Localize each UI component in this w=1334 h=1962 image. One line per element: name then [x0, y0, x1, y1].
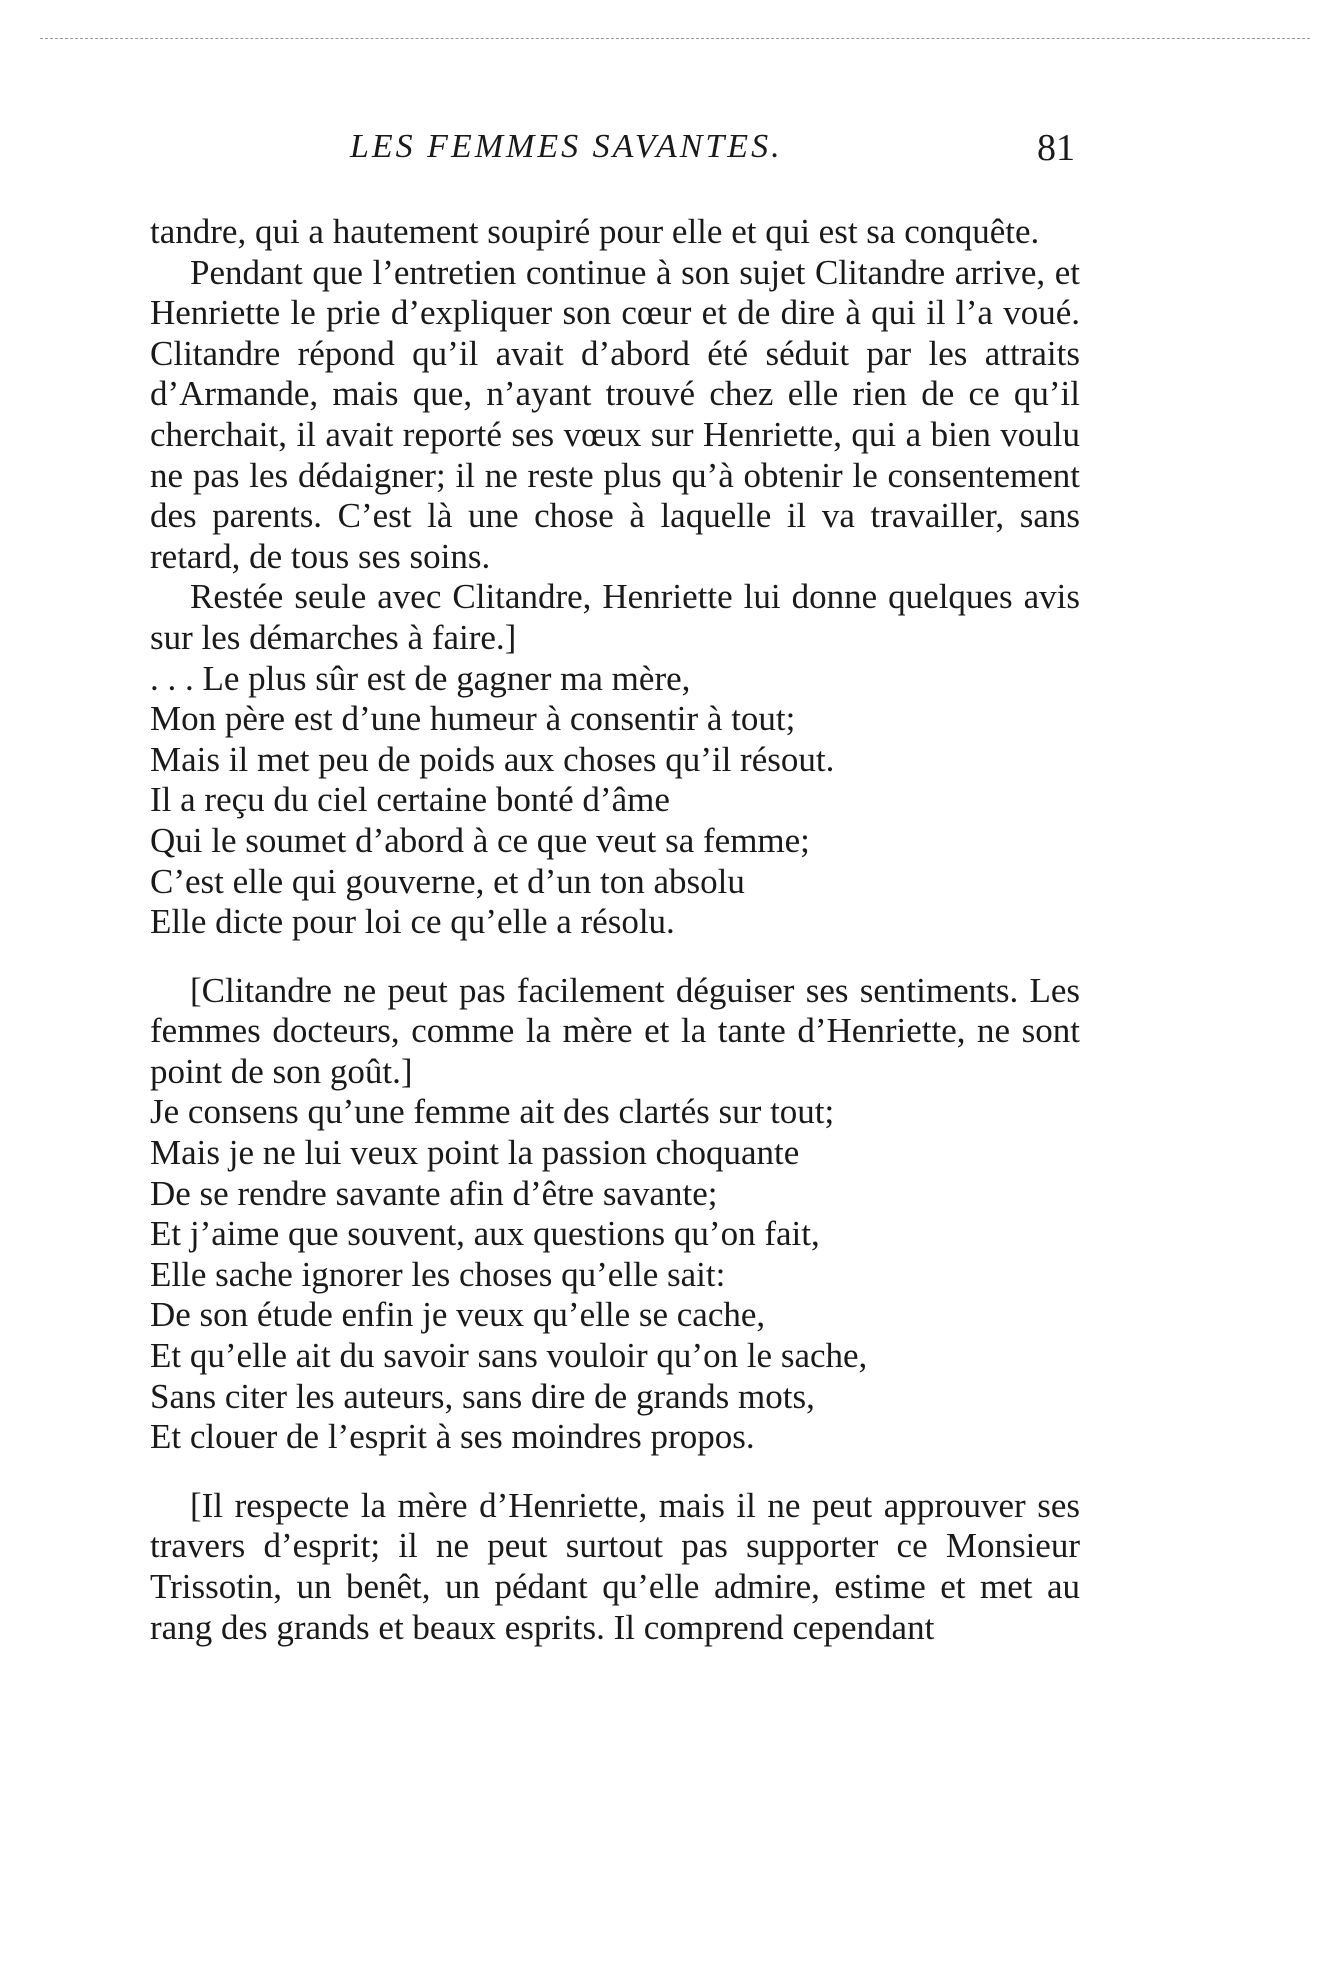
spacer: [150, 1458, 1080, 1486]
verse-line: Je consens qu’une femme ait des clartés sur tout;: [150, 1092, 835, 1132]
verse-line: Et j’aime que souvent, aux questions qu’on fait,: [150, 1214, 820, 1254]
paragraph-2: Pendant que l’entretien continue à son sujet Clitandre arrive, et Henriette le prie d’expliquer son cœur et de dire à qui il l’a voué. Clitandre répond qu’il avait d’abord été séduit par les attraits d’Armande, mais que, n’ayant trouvé chez elle rien de ce qu’il cherchait, il avait reporté ses vœux sur Henriette, qui a bien voulu ne pas les dédaigner; il ne reste plus qu’à obtenir le consentement des parents. C’est là une chose à laquelle il va travailler, sans retard, de tous ses soins.: [150, 252, 1080, 576]
verse-line: Il a reçu du ciel certaine bonté d’âme: [150, 780, 670, 820]
paragraph-1: tandre, qui a hautement soupiré pour elle et qui est sa conquête.: [150, 212, 1040, 251]
verse-block-1: [150, 659, 1080, 943]
running-head: [150, 128, 1075, 178]
verse-line: De se rendre savante afin d’être savante;: [150, 1173, 718, 1213]
verse-line: Mais je ne lui veux point la passion choquante: [150, 1133, 800, 1173]
verse-line: Mais il met peu de poids aux choses qu’il résout.: [150, 739, 835, 779]
verse-line: Et qu’elle ait du savoir sans vouloir qu’on le sache,: [150, 1336, 868, 1376]
verse-line: Qui le soumet d’abord à ce que veut sa femme;: [150, 820, 810, 860]
paragraph-5: [Il respecte la mère d’Henriette, mais il ne peut approuver ses travers d’esprit; il ne peut surtout pas supporter ce Monsieur Trissotin, un benêt, un pédant qu’elle admire, estime et met au rang des grands et beaux esprits. Il comprend cependant: [150, 1485, 1080, 1647]
top-rule: [40, 38, 1310, 39]
paragraph-3: Restée seule avec Clitandre, Henriette lui donne quelques avis sur les démarches à faire.]: [150, 577, 1080, 657]
running-title: LES FEMMES SAVANTES.: [350, 128, 783, 165]
verse-line: Elle dicte pour loi ce qu’elle a résolu.: [150, 902, 675, 942]
verse-line: Elle sache ignorer les choses qu’elle sait:: [150, 1254, 726, 1294]
spacer: [150, 943, 1080, 971]
paragraph-4: [Clitandre ne peut pas facilement déguiser ses sentiments. Les femmes docteurs, comme la mère et la tante d’Henriette, ne sont point de son goût.]: [150, 970, 1080, 1091]
verse-block-2: [150, 1092, 1080, 1457]
verse-line: Mon père est d’une humeur à consentir à tout;: [150, 699, 796, 739]
verse-line: . . . Le plus sûr est de gagner ma mère,: [150, 658, 691, 698]
verse-line: C’est elle qui gouverne, et d’un ton absolu: [150, 861, 745, 901]
verse-line: Et clouer de l’esprit à ses moindres propos.: [150, 1417, 755, 1457]
verse-line: Sans citer les auteurs, sans dire de grands mots,: [150, 1376, 815, 1416]
page-number: 81: [1037, 127, 1075, 169]
verse-line: De son étude enfin je veux qu’elle se cache,: [150, 1295, 766, 1335]
text-block: [150, 212, 1080, 1648]
